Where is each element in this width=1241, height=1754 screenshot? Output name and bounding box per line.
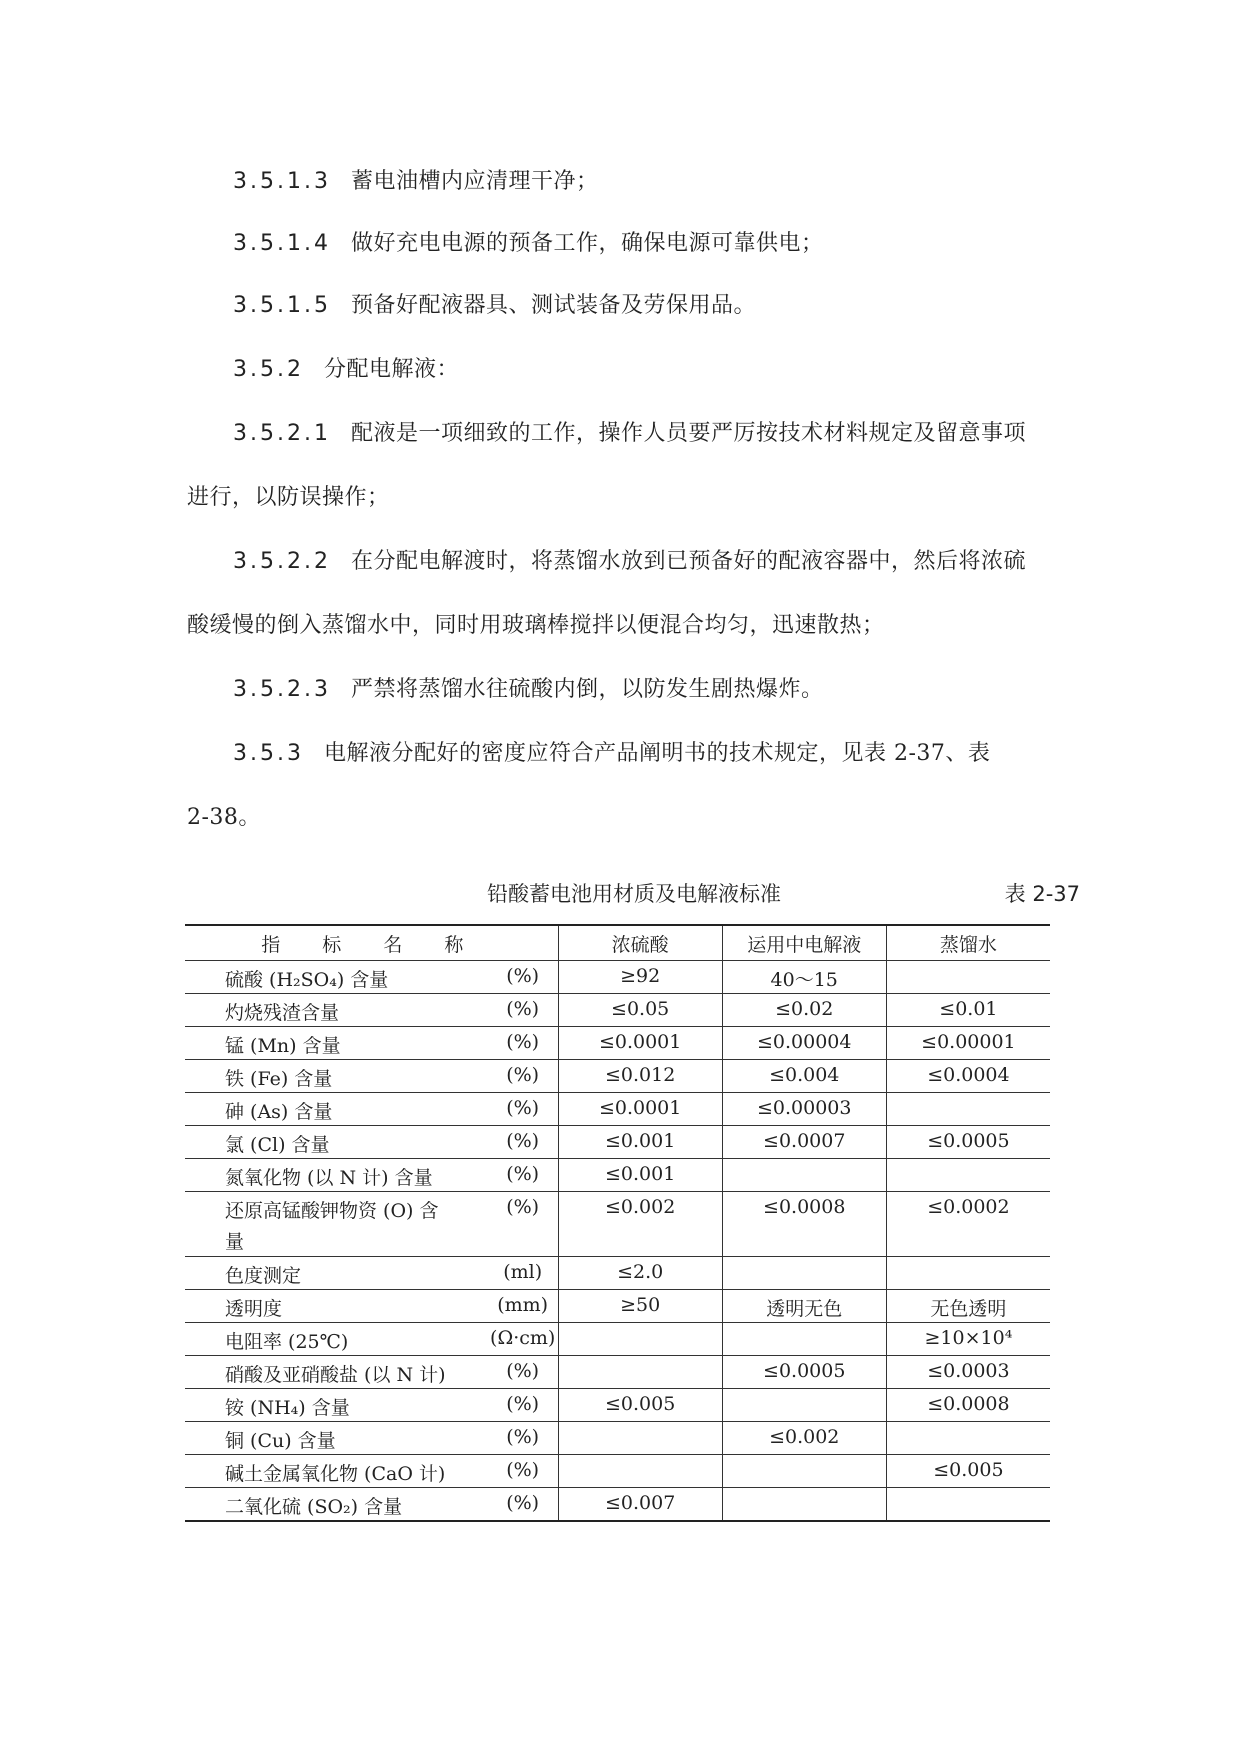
concentrated-acid-value xyxy=(558,1422,722,1455)
unit-cell-text: (%) xyxy=(506,1196,540,1218)
clause-text: 分配电解液： xyxy=(323,357,459,382)
concentrated-acid-value xyxy=(558,1389,722,1422)
electrolyte-value xyxy=(722,1159,886,1192)
distilled-water-value-text xyxy=(887,961,1050,965)
table-row xyxy=(185,961,1050,994)
distilled-water-value-text: ≤0.0005 xyxy=(927,1130,1010,1152)
header-distilled-water: 蒸馏水 xyxy=(886,925,1050,961)
electrolyte-value xyxy=(722,994,886,1027)
unit-cell-text: (%) xyxy=(506,1459,540,1481)
indicator-name-cell-text-line2: 量 xyxy=(225,1231,245,1253)
concentrated-acid-value xyxy=(558,1455,722,1488)
unit-cell xyxy=(488,1290,558,1323)
concentrated-acid-value xyxy=(558,1192,722,1257)
table-row xyxy=(185,1093,1050,1126)
indicator-name-cell-text: 铜 (Cu) 含量 xyxy=(225,1430,336,1452)
electrolyte-value-text xyxy=(723,1488,886,1492)
clause-number: 3.5.2.2 xyxy=(233,549,331,574)
electrolyte-value xyxy=(722,1290,886,1323)
clause-number: 3.5.2.3 xyxy=(233,677,331,702)
indicator-name-cell xyxy=(185,1192,488,1257)
electrolyte-value-text: 40～15 xyxy=(770,969,838,991)
indicator-name-cell-text: 碱土金属氧化物 (CaO 计) xyxy=(225,1463,446,1485)
unit-cell xyxy=(488,1126,558,1159)
table-title-bar xyxy=(187,878,1080,914)
electrolyte-value xyxy=(722,1027,886,1060)
indicator-name-cell xyxy=(185,1389,488,1422)
indicator-name-cell xyxy=(185,1356,488,1389)
electrolyte-value-text xyxy=(723,1455,886,1459)
unit-cell xyxy=(488,1356,558,1389)
concentrated-acid-value xyxy=(558,1027,722,1060)
clause-text: 预备好配液器具、测试装备及劳保用品。 xyxy=(350,293,756,318)
clause-text: 在分配电解渡时，将蒸馏水放到已预备好的配液容器中，然后将浓硫 xyxy=(350,549,1026,574)
table-row xyxy=(185,1389,1050,1422)
electrolyte-value-text: ≤0.004 xyxy=(769,1064,840,1086)
unit-cell-text: (%) xyxy=(506,1393,540,1415)
clause-number: 3.5.1.3 xyxy=(233,169,331,194)
unit-cell xyxy=(488,1159,558,1192)
clause-number: 3.5.2.1 xyxy=(233,421,331,446)
unit-cell-text: (mm) xyxy=(497,1294,549,1316)
concentrated-acid-value-text xyxy=(559,1422,722,1426)
concentrated-acid-value xyxy=(558,1159,722,1192)
distilled-water-value xyxy=(886,1060,1050,1093)
concentrated-acid-value xyxy=(558,1060,722,1093)
electrolyte-value xyxy=(722,1389,886,1422)
distilled-water-value xyxy=(886,1290,1050,1323)
unit-cell xyxy=(488,1192,558,1257)
concentrated-acid-value-text: ≤0.012 xyxy=(604,1064,676,1086)
distilled-water-value xyxy=(886,1093,1050,1126)
paragraph-3-5-2-1 xyxy=(187,402,1133,466)
indicator-name-cell xyxy=(185,1455,488,1488)
electrolyte-value xyxy=(722,1126,886,1159)
indicator-name-cell-text: 电阻率 (25℃) xyxy=(225,1331,349,1353)
unit-cell xyxy=(488,961,558,994)
electrolyte-value xyxy=(722,1192,886,1257)
indicator-name-cell-text: 氯 (Cl) 含量 xyxy=(225,1134,330,1156)
concentrated-acid-value-text: ≤0.001 xyxy=(604,1163,676,1185)
unit-cell xyxy=(488,994,558,1027)
clause-text: 蓄电油槽内应清理干净； xyxy=(350,169,599,194)
unit-cell xyxy=(488,1488,558,1522)
indicator-name-cell-text: 色度测定 xyxy=(225,1265,302,1287)
concentrated-acid-value xyxy=(558,1257,722,1290)
distilled-water-value-text xyxy=(887,1422,1050,1426)
clause-number: 3.5.1.4 xyxy=(233,231,331,256)
indicator-name-cell-text: 锰 (Mn) 含量 xyxy=(225,1035,341,1057)
table-header-row xyxy=(185,925,1050,961)
electrolyte-value-text xyxy=(723,1323,886,1327)
concentrated-acid-value-text: ≥92 xyxy=(620,965,661,987)
table-row xyxy=(185,1455,1050,1488)
paragraph-3-5-2-2 xyxy=(187,530,1133,594)
indicator-name-cell xyxy=(185,1027,488,1060)
indicator-name-cell-text: 铁 (Fe) 含量 xyxy=(225,1068,333,1090)
indicator-name-cell-text: 二氧化硫 (SO₂) 含量 xyxy=(225,1496,403,1518)
clause-number: 3.5.1.5 xyxy=(233,293,331,318)
indicator-name-cell xyxy=(185,1060,488,1093)
distilled-water-value-text: ≤0.00001 xyxy=(921,1031,1016,1053)
concentrated-acid-value-text: ≤0.0001 xyxy=(598,1031,682,1053)
indicator-name-cell xyxy=(185,1422,488,1455)
indicator-name-cell xyxy=(185,1488,488,1522)
paragraph-3-5-2-3 xyxy=(187,658,1133,722)
table-row xyxy=(185,1126,1050,1159)
concentrated-acid-value-text xyxy=(559,1323,722,1327)
electrolyte-value-text: ≤0.002 xyxy=(769,1426,840,1448)
electrolyte-value xyxy=(722,961,886,994)
indicator-name-cell xyxy=(185,994,488,1027)
distilled-water-value xyxy=(886,994,1050,1027)
indicator-name-cell xyxy=(185,1126,488,1159)
distilled-water-value-text: ≥10×10⁴ xyxy=(924,1327,1013,1349)
paragraph-3-5-3 xyxy=(187,722,1133,786)
electrolyte-value-text: ≤0.0005 xyxy=(763,1360,846,1382)
concentrated-acid-value xyxy=(558,961,722,994)
distilled-water-value-text: ≤0.005 xyxy=(933,1459,1004,1481)
distilled-water-value xyxy=(886,1159,1050,1192)
unit-cell xyxy=(488,1323,558,1356)
unit-cell-text: (%) xyxy=(506,1097,540,1119)
electrolyte-value-text: ≤0.00003 xyxy=(756,1097,852,1119)
table-caption: 铅酸蓄电池用材质及电解液标准 xyxy=(487,882,781,906)
concentrated-acid-value xyxy=(558,1488,722,1522)
header-indicator-name xyxy=(185,925,558,961)
table-row xyxy=(185,1323,1050,1356)
indicator-name-cell xyxy=(185,1093,488,1126)
table-row xyxy=(185,1060,1050,1093)
table-row xyxy=(185,1356,1050,1389)
unit-cell-text: (%) xyxy=(506,1360,540,1382)
unit-cell-text: (%) xyxy=(506,1130,540,1152)
concentrated-acid-value xyxy=(558,994,722,1027)
distilled-water-value xyxy=(886,961,1050,994)
unit-cell-text: (%) xyxy=(506,965,540,987)
electrolyte-value-text xyxy=(723,1257,886,1261)
distilled-water-value-text xyxy=(887,1257,1050,1261)
table-row xyxy=(185,1257,1050,1290)
paragraph-3-5-3-continuation: 2-38。 xyxy=(187,805,261,830)
indicator-name-cell-text: 硝酸及亚硝酸盐 (以 N 计) xyxy=(225,1364,446,1386)
concentrated-acid-value xyxy=(558,1093,722,1126)
electrolyte-value xyxy=(722,1093,886,1126)
clause-text: 电解液分配好的密度应符合产品阐明书的技术规定，见表 2-37、表 xyxy=(323,741,991,766)
concentrated-acid-value-text: ≤2.0 xyxy=(617,1261,664,1283)
distilled-water-value-text: 无色透明 xyxy=(930,1298,1007,1320)
unit-cell-text: (%) xyxy=(506,1031,540,1053)
distilled-water-value-text: ≤0.0004 xyxy=(927,1064,1010,1086)
concentrated-acid-value-text xyxy=(559,1455,722,1459)
distilled-water-value xyxy=(886,1488,1050,1522)
table-body xyxy=(185,961,1050,1522)
clause-text: 配液是一项细致的工作，操作人员要严厉按技术材料规定及留意事项 xyxy=(350,421,1026,446)
concentrated-acid-value xyxy=(558,1126,722,1159)
clause-number: 3.5.3 xyxy=(233,741,304,766)
distilled-water-value xyxy=(886,1455,1050,1488)
electrolyte-value xyxy=(722,1356,886,1389)
unit-cell-text: (Ω·cm) xyxy=(490,1327,556,1349)
electrolyte-value xyxy=(722,1488,886,1522)
indicator-name-cell xyxy=(185,1257,488,1290)
distilled-water-value xyxy=(886,1356,1050,1389)
indicator-name-cell-text: 透明度 xyxy=(225,1298,283,1320)
distilled-water-value xyxy=(886,1192,1050,1257)
table-row xyxy=(185,994,1050,1027)
paragraph-3-5-2-1-continuation: 进行，以防误操作； xyxy=(187,485,390,510)
electrolyte-value-text xyxy=(723,1159,886,1163)
paragraph-3-5-2 xyxy=(187,338,1133,402)
indicator-name-cell-text: 氮氧化物 (以 N 计) 含量 xyxy=(225,1167,433,1189)
concentrated-acid-value xyxy=(558,1356,722,1389)
table-row xyxy=(185,1290,1050,1323)
indicator-name-cell-text: 还原高锰酸钾物资 (O) 含 xyxy=(225,1200,439,1222)
unit-cell xyxy=(488,1455,558,1488)
concentrated-acid-value-text xyxy=(559,1356,722,1360)
concentrated-acid-value-text: ≤0.001 xyxy=(604,1130,676,1152)
header-indicator-name-text: 指 标 名 称 xyxy=(261,933,482,956)
unit-cell xyxy=(488,1027,558,1060)
unit-cell-text: (%) xyxy=(506,1064,540,1086)
electrolyte-value-text: 透明无色 xyxy=(766,1298,843,1320)
paragraph-3-5-1-4 xyxy=(187,212,1133,276)
clause-number: 3.5.2 xyxy=(233,357,304,382)
indicator-name-cell-text: 灼烧残渣含量 xyxy=(225,1002,340,1024)
unit-cell xyxy=(488,1257,558,1290)
table-number: 表 2-37 xyxy=(1004,882,1080,906)
electrolyte-value-text: ≤0.00004 xyxy=(756,1031,852,1053)
header-concentrated-acid: 浓硫酸 xyxy=(558,925,722,961)
indicator-name-cell-text: 硫酸 (H₂SO₄) 含量 xyxy=(225,969,389,991)
header-electrolyte-in-use: 运用中电解液 xyxy=(722,925,886,961)
indicator-name-cell xyxy=(185,961,488,994)
indicator-name-cell xyxy=(185,1323,488,1356)
concentrated-acid-value xyxy=(558,1323,722,1356)
unit-cell-text: (%) xyxy=(506,998,540,1020)
unit-cell xyxy=(488,1389,558,1422)
unit-cell-text: (%) xyxy=(506,1492,540,1514)
electrolyte-value-text: ≤0.0007 xyxy=(763,1130,846,1152)
indicator-name-cell-text: 铵 (NH₄) 含量 xyxy=(225,1397,350,1419)
electrolyte-value xyxy=(722,1455,886,1488)
indicator-name-cell-text: 砷 (As) 含量 xyxy=(225,1101,333,1123)
electrolyte-value xyxy=(722,1257,886,1290)
indicator-name-cell xyxy=(185,1290,488,1323)
concentrated-acid-value xyxy=(558,1290,722,1323)
electrolyte-value xyxy=(722,1422,886,1455)
distilled-water-value-text xyxy=(887,1093,1050,1097)
indicator-name-cell xyxy=(185,1159,488,1192)
paragraph-3-5-2-2-continuation: 酸缓慢的倒入蒸馏水中，同时用玻璃棒搅拌以便混合均匀，迅速散热； xyxy=(187,613,885,638)
concentrated-acid-value-text: ≤0.007 xyxy=(604,1492,676,1514)
clause-text: 严禁将蒸馏水往硫酸内倒，以防发生剧热爆炸。 xyxy=(350,677,824,702)
concentrated-acid-value-text: ≤0.05 xyxy=(611,998,670,1020)
unit-cell xyxy=(488,1422,558,1455)
distilled-water-value-text: ≤0.01 xyxy=(939,998,998,1020)
concentrated-acid-value-text: ≤0.002 xyxy=(604,1196,676,1218)
unit-cell-text: (%) xyxy=(506,1163,540,1185)
electrolyte-value xyxy=(722,1323,886,1356)
distilled-water-value-text: ≤0.0008 xyxy=(927,1393,1010,1415)
distilled-water-value xyxy=(886,1257,1050,1290)
unit-cell xyxy=(488,1060,558,1093)
electrolyte-value-text: ≤0.02 xyxy=(775,998,834,1020)
unit-cell-text: (ml) xyxy=(503,1261,543,1283)
table-row xyxy=(185,1159,1050,1192)
clause-text: 做好充电电源的预备工作，确保电源可靠供电； xyxy=(350,231,824,256)
distilled-water-value-text xyxy=(887,1488,1050,1492)
table-row xyxy=(185,1488,1050,1522)
concentrated-acid-value-text: ≤0.0001 xyxy=(598,1097,682,1119)
concentrated-acid-value-text: ≥50 xyxy=(620,1294,661,1316)
distilled-water-value-text: ≤0.0002 xyxy=(927,1196,1010,1218)
distilled-water-value xyxy=(886,1027,1050,1060)
table-row xyxy=(185,1192,1050,1257)
table-row xyxy=(185,1027,1050,1060)
distilled-water-value-text: ≤0.0003 xyxy=(927,1360,1010,1382)
electrolyte-value-text xyxy=(723,1389,886,1393)
distilled-water-value xyxy=(886,1389,1050,1422)
distilled-water-value-text xyxy=(887,1159,1050,1163)
paragraph-3-5-1-5 xyxy=(187,274,1133,338)
table-row xyxy=(185,1422,1050,1455)
distilled-water-value xyxy=(886,1323,1050,1356)
concentrated-acid-value-text: ≤0.005 xyxy=(604,1393,676,1415)
electrolyte-value-text: ≤0.0008 xyxy=(763,1196,846,1218)
paragraph-3-5-1-3 xyxy=(187,150,1133,214)
electrolyte-value xyxy=(722,1060,886,1093)
unit-cell xyxy=(488,1093,558,1126)
unit-cell-text: (%) xyxy=(506,1426,540,1448)
distilled-water-value xyxy=(886,1422,1050,1455)
distilled-water-value xyxy=(886,1126,1050,1159)
electrolyte-standard-table xyxy=(185,924,1050,1522)
